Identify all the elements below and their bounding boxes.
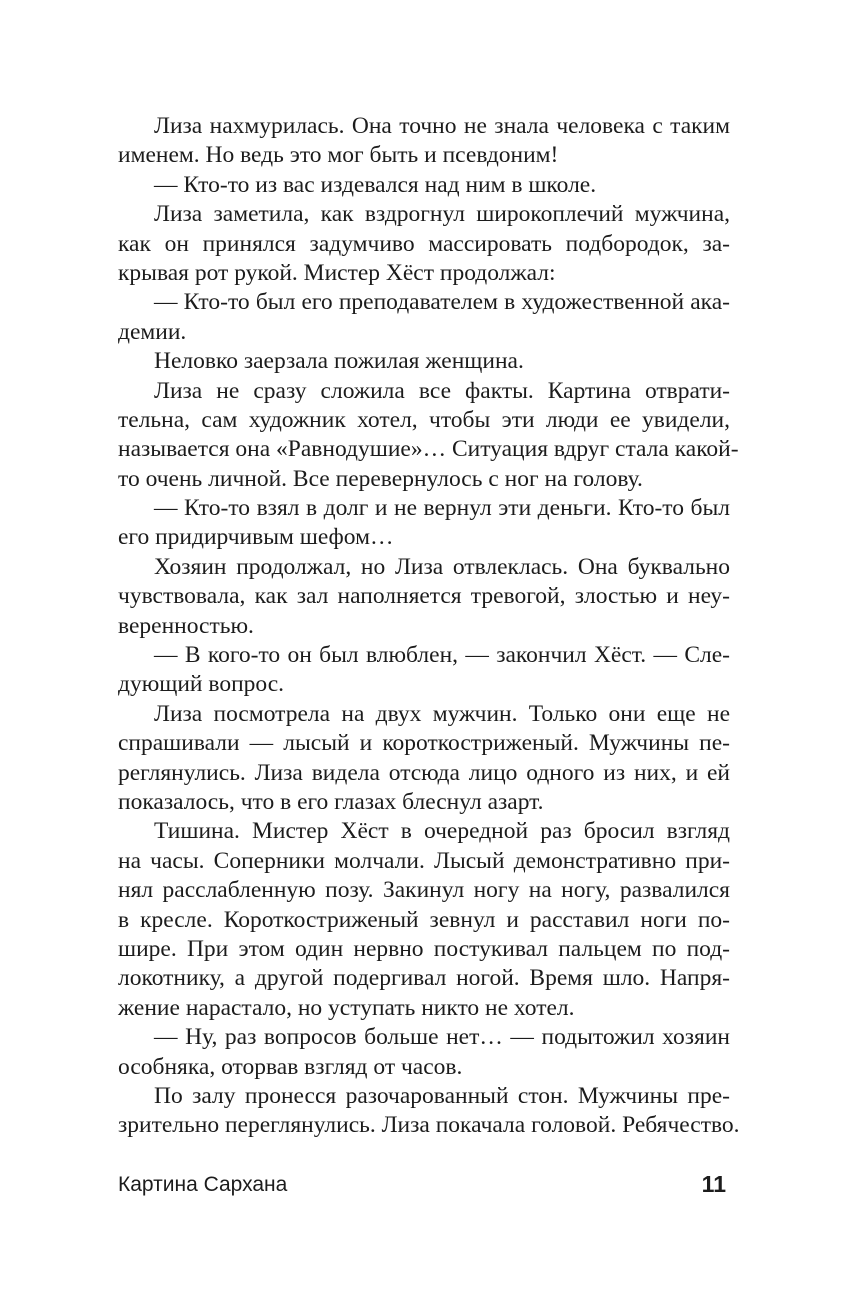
running-title: Картина Сархана: [118, 1173, 288, 1196]
text-line: особняка, оторвав взгляд от часов.: [118, 1053, 463, 1080]
text-line: тельна, сам художник хотел, чтобы эти люди ее увидели,: [118, 406, 730, 433]
text-line: Тишина. Мистер Хёст в очередной раз бросил взгляд: [154, 818, 730, 845]
text-line: локотнику, а другой подергивал ногой. Время шло. Напря-: [118, 965, 730, 992]
text-line: как он принялся задумчиво массировать подбородок, за-: [118, 230, 730, 257]
text-line: Неловко заерзала пожилая женщина.: [154, 348, 524, 375]
text-line: Лиза посмотрела на двух мужчин. Только они еще не: [154, 700, 730, 727]
page-body: [118, 112, 740, 1141]
text-line: Лиза заметила, как вздрогнул широкоплечий мужчина,: [154, 201, 730, 228]
text-line: то очень личной. Все перевернулось с ног на голову.: [118, 465, 643, 492]
text-line: чувствовала, как зал наполняется тревогой, злостью и неу-: [118, 583, 730, 610]
text-line: — Ну, раз вопросов больше нет… — подытожил хозяин: [154, 1024, 730, 1051]
text-line: показалось, что в его глазах блеснул азарт.: [118, 788, 544, 815]
text-line: Лиза нахмурилась. Она точно не знала человека с таким: [154, 113, 730, 139]
text-line: шире. При этом один нервно постукивал пальцем по под-: [118, 935, 730, 962]
text-line: зрительно переглянулись. Лиза покачала головой. Ребячество.: [118, 1112, 740, 1139]
text-line: спрашивали — лысый и короткостриженый. Мужчины пе-: [118, 730, 730, 757]
text-line: Хозяин продолжал, но Лиза отвлеклась. Она буквально: [154, 553, 730, 580]
text-line: демии.: [118, 318, 187, 345]
text-line: называется она «Равнодушие»… Ситуация вдруг стала какой-: [118, 436, 739, 463]
text-line: именем. Но ведь это мог быть и псевдоним!: [118, 142, 559, 169]
text-line: крывая рот рукой. Мистер Хёст продолжал:: [118, 259, 556, 286]
text-line: жение нарастало, но уступать никто не хотел.: [118, 994, 575, 1021]
text-line: — В кого-то он был влюблен, — закончил Хёст. — Сле-: [154, 642, 730, 669]
text-line: дующий вопрос.: [118, 671, 285, 698]
text-line: реглянулись. Лиза видела отсюда лицо одного из них, и ей: [118, 759, 730, 786]
text-line: — Кто-то из вас издевался над ним в школе.: [154, 171, 597, 198]
text-line: на часы. Соперники молчали. Лысый демонстративно при-: [118, 847, 730, 874]
text-line: веренностью.: [118, 612, 254, 639]
text-line: его придирчивым шефом…: [118, 524, 394, 551]
text-line: нял расслабленную позу. Закинул ногу на ногу, развалился: [118, 877, 730, 904]
text-line: — Кто-то взял в долг и не вернул эти деньги. Кто-то был: [154, 495, 730, 522]
text-line: в кресле. Короткостриженый зевнул и расставил ноги по-: [118, 906, 730, 933]
text-line: Лиза не сразу сложила все факты. Картина отврати-: [154, 377, 730, 404]
text-line: — Кто-то был его преподавателем в художественной ака-: [154, 289, 730, 316]
text-line: По залу пронесся разочарованный стон. Мужчины пре-: [154, 1082, 730, 1109]
page-footer: [118, 1171, 730, 1201]
page-number: 11: [701, 1171, 726, 1197]
